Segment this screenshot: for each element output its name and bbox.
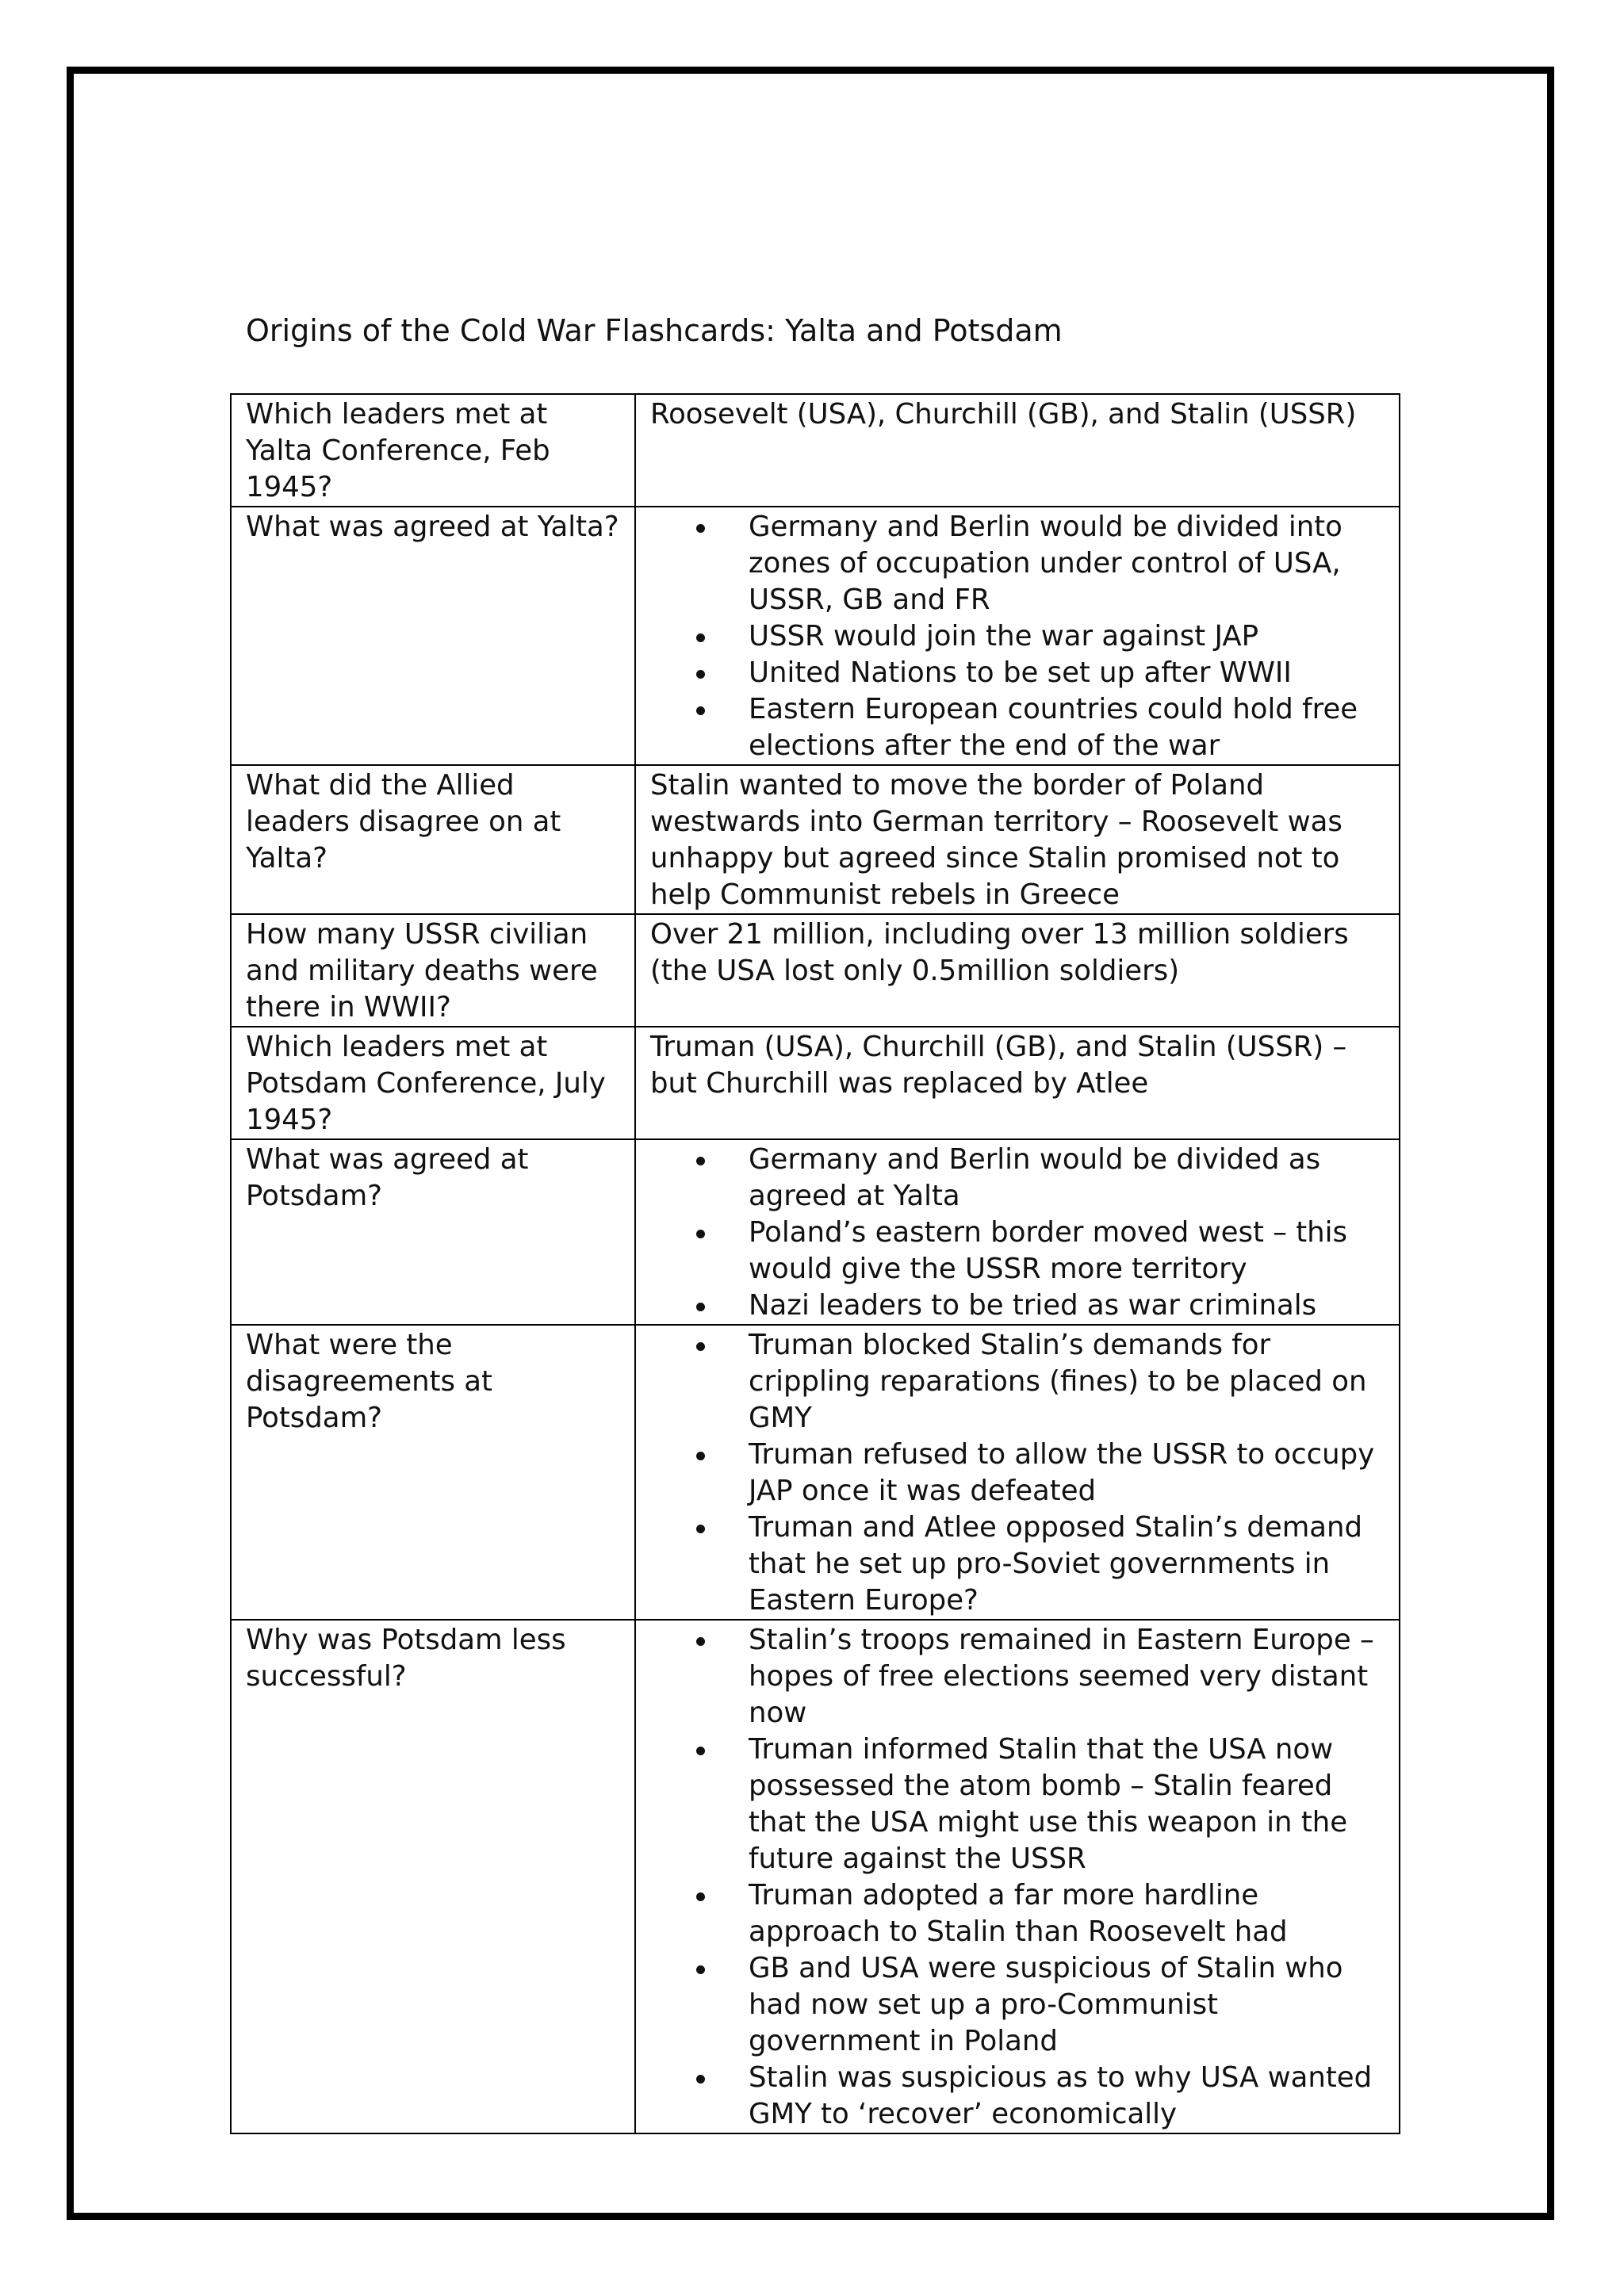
table-row: [231, 1139, 1400, 1325]
question-cell: What was agreed at Potsdam?: [231, 1139, 635, 1325]
answer-bullet-list: [650, 1622, 1386, 2133]
table-row: [231, 507, 1400, 765]
answer-cell: Truman (USA), Churchill (GB), and Stalin (USSR) – but Churchill was replaced by Atlee: [635, 1027, 1400, 1139]
bullet-item: Stalin’s troops remained in Eastern Europe – hopes of free elections seemed very distant now: [749, 1622, 1386, 1732]
bullet-item: United Nations to be set up after WWII: [749, 655, 1386, 691]
question-cell: What was agreed at Yalta?: [231, 507, 635, 765]
question-cell: What did the Allied leaders disagree on at Yalta?: [231, 765, 635, 914]
question-cell: How many USSR civilian and military deaths were there in WWII?: [231, 914, 635, 1027]
question-cell: Which leaders met at Yalta Conference, Feb 1945?: [231, 394, 635, 507]
answer-cell: Roosevelt (USA), Churchill (GB), and Stalin (USSR): [635, 394, 1400, 507]
bullet-item: Poland’s eastern border moved west – this would give the USSR more territory: [749, 1215, 1386, 1288]
bullet-item: Truman refused to allow the USSR to occupy JAP once it was defeated: [749, 1437, 1386, 1510]
question-cell: Why was Potsdam less successful?: [231, 1620, 635, 2133]
question-cell: Which leaders met at Potsdam Conference, July 1945?: [231, 1027, 635, 1139]
bullet-item: GB and USA were suspicious of Stalin who had now set up a pro-Communist government in Poland: [749, 1950, 1386, 2060]
bullet-item: Germany and Berlin would be divided into zones of occupation under control of USA, USSR, GB and FR: [749, 509, 1386, 618]
table-row: [231, 1325, 1400, 1620]
answer-cell: [635, 507, 1400, 765]
answer-cell: Stalin wanted to move the border of Poland westwards into German territory – Roosevelt was unhappy but agreed since Stalin promised not to help Communist rebels in Greece: [635, 765, 1400, 914]
bullet-item: Truman blocked Stalin’s demands for crippling reparations (fines) to be placed on GMY: [749, 1327, 1386, 1437]
table-row: [231, 765, 1400, 914]
bullet-item: Truman adopted a far more hardline approach to Stalin than Roosevelt had: [749, 1877, 1386, 1950]
bullet-item: Nazi leaders to be tried as war criminals: [749, 1288, 1386, 1324]
document-title: Origins of the Cold War Flashcards: Yalta and Potsdam: [246, 313, 1063, 348]
bullet-item: Truman and Atlee opposed Stalin’s demand that he set up pro-Soviet governments in Eastern Europe?: [749, 1510, 1386, 1619]
bullet-item: Germany and Berlin would be divided as agreed at Yalta: [749, 1142, 1386, 1215]
bullet-item: USSR would join the war against JAP: [749, 618, 1386, 655]
answer-cell: [635, 1620, 1400, 2133]
answer-bullet-list: [650, 1142, 1386, 1324]
question-cell: What were the disagreements at Potsdam?: [231, 1325, 635, 1620]
answer-cell: [635, 1325, 1400, 1620]
bullet-item: Truman informed Stalin that the USA now possessed the atom bomb – Stalin feared that the USA might use this weapon in the future against the USSR: [749, 1732, 1386, 1877]
answer-bullet-list: [650, 1327, 1386, 1619]
table-row: [231, 914, 1400, 1027]
flashcard-table: [230, 393, 1400, 2134]
table-row: [231, 1027, 1400, 1139]
table-row: [231, 1620, 1400, 2133]
bullet-item: Stalin was suspicious as to why USA wanted GMY to ‘recover’ economically: [749, 2060, 1386, 2133]
bullet-item: Eastern European countries could hold free elections after the end of the war: [749, 691, 1386, 764]
answer-cell: [635, 1139, 1400, 1325]
answer-bullet-list: [650, 509, 1386, 764]
table-row: [231, 394, 1400, 507]
answer-cell: Over 21 million, including over 13 million soldiers (the USA lost only 0.5million soldiers): [635, 914, 1400, 1027]
